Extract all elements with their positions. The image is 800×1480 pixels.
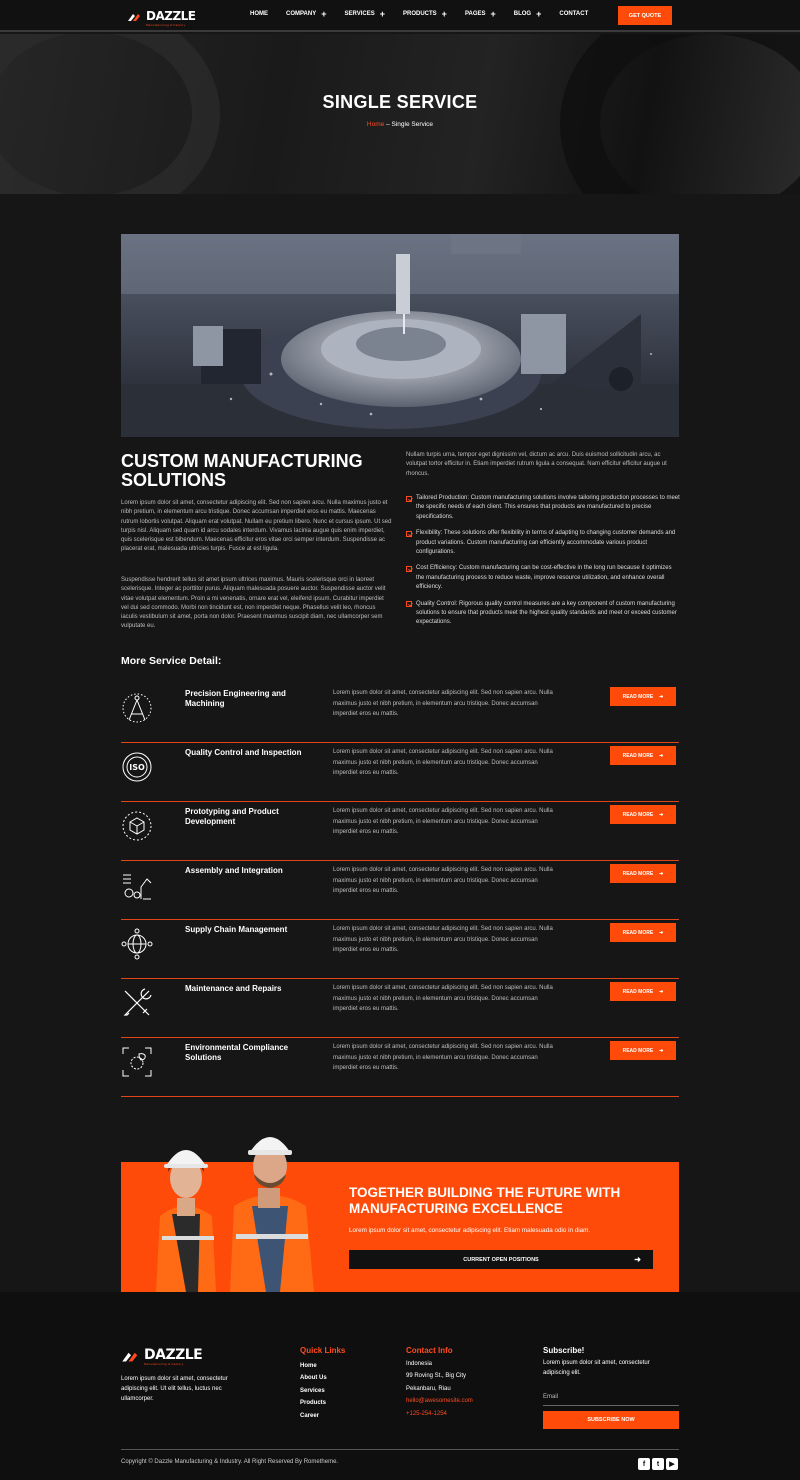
contact-country: Indonesia xyxy=(406,1361,433,1367)
arrow-right-icon: ➜ xyxy=(659,811,664,818)
arrow-right-icon: ➜ xyxy=(659,870,664,877)
service-description: Lorem ipsum dolor sit amet, consectetur adipiscing elit. Sed non sapien arcu. Nulla maximus justo et nibh pretium, in elementum arcu tristique. Donec accumsan imperdiet eros eu mattis. xyxy=(333,690,553,717)
youtube-icon[interactable]: ▶ xyxy=(666,1458,678,1470)
plus-icon: + xyxy=(321,9,327,19)
read-more-label: READ MORE xyxy=(622,929,654,936)
checklist-text: Flexibility: These solutions offer flexibility in terms of adapting to changing customer demands and product variations. Custom manufacturing can efficiently accommodate various product configurations. xyxy=(416,530,676,556)
copyright-text: Copyright © Dazzle Manufacturing & Industry. All Right Reserved By Rometheme. xyxy=(121,1459,339,1465)
checklist-text: Quality Control: Rigorous quality control measures are a key component of custom manufacturing solutions to ensure that products meet the highest quality standards and meet or exceed customer expectations. xyxy=(416,600,677,626)
logo-subtext: Manufacturing & Factory xyxy=(144,1362,184,1366)
checkbox-icon xyxy=(406,566,412,572)
checklist-text: Cost Efficiency: Custom manufacturing can be cost-effective in the long run because it optimizes the manufacturing process to reduce waste, improve resource utilization, and enhance overall efficiency. xyxy=(416,565,672,591)
arrow-right-icon: ➜ xyxy=(659,1047,664,1054)
nav-products-label: PRODUCTS xyxy=(403,11,437,17)
nav-home[interactable] xyxy=(250,11,268,17)
checklist-item xyxy=(406,600,680,628)
service-name: Supply Chain Management xyxy=(185,925,288,934)
service-row xyxy=(121,979,679,1038)
read-more-button[interactable] xyxy=(610,687,676,706)
open-positions-label: CURRENT OPEN POSITIONS xyxy=(463,1256,539,1263)
breadcrumb-current: Single Service xyxy=(391,121,434,128)
read-more-button[interactable] xyxy=(610,805,676,824)
service-row xyxy=(121,1038,679,1097)
content-paragraph: Suspendisse hendrerit tellus sit amet ipsum ultrices maximus. Mauris scelerisque orci in laoreet scelerisque. Integer ac porttitor purus. Aliquam malesuada posuere auctor. Suspendisse auctor velit vitae volutpat elementum. Proin a mi venenatis, ornare erat vel, eleifend ipsum. Curabitur imperdiet vel dui sed commodo. Morbi non tincidunt est, non imperdiet neque. Phasellus velit leo, rhoncus iaculis vestibulum sit amet, porta non dolor. Praesent maximus suscipit diam, nec ullamcorper sem vulputate eu. xyxy=(121,577,386,630)
service-row xyxy=(121,861,679,920)
nav-blog[interactable] xyxy=(514,11,542,17)
service-row xyxy=(121,743,679,802)
robot-arm-icon xyxy=(121,869,153,901)
arrow-right-icon: ➜ xyxy=(659,752,664,759)
service-name: Precision Engineering and Machining xyxy=(185,689,286,708)
read-more-label: READ MORE xyxy=(622,1047,654,1054)
logo-text: DAZZLE xyxy=(146,9,196,23)
nav-services[interactable] xyxy=(345,11,386,17)
nav-products[interactable] xyxy=(403,11,447,17)
service-row xyxy=(121,920,679,979)
logo-subtext: Manufacturing & Factory xyxy=(146,23,186,27)
get-quote-button[interactable]: GET QUOTE xyxy=(618,6,672,25)
arrow-right-icon: ➜ xyxy=(659,929,664,936)
nav-contact-label: CONTACT xyxy=(559,11,589,17)
arrow-right-icon: ➜ xyxy=(659,693,664,700)
compass-icon xyxy=(121,692,153,724)
footer xyxy=(0,1292,800,1480)
plus-icon: + xyxy=(379,9,385,19)
footer-link-about[interactable]: About Us xyxy=(300,1375,327,1382)
quick-links xyxy=(300,1360,327,1422)
contact-phone-link[interactable]: +125-254-1254 xyxy=(406,1410,447,1417)
read-more-label: READ MORE xyxy=(622,693,654,700)
logo-mark-icon xyxy=(121,1349,141,1364)
service-row xyxy=(121,684,679,743)
nav-contact[interactable] xyxy=(559,11,588,17)
nav-pages-label: PAGES xyxy=(464,11,486,17)
footer-link-services[interactable]: Services xyxy=(300,1387,325,1394)
hero-background-shape xyxy=(560,34,800,194)
cnc-machining-illustration xyxy=(121,234,679,437)
wrench-screwdriver-icon xyxy=(121,987,153,1019)
globe-network-icon xyxy=(121,928,153,960)
breadcrumb-home-link[interactable]: Home xyxy=(366,121,385,128)
logo-text: DAZZLE xyxy=(144,1347,203,1363)
service-name: Assembly and Integration xyxy=(185,866,283,875)
arrow-right-icon: ➜ xyxy=(634,1255,641,1264)
read-more-label: READ MORE xyxy=(622,870,654,877)
checklist-text: Tailored Production: Custom manufacturing solutions involve tailoring production processes to meet the specific needs of each client. This ensures that products are manufactured to precise specifications. xyxy=(416,495,680,520)
nav-home-label: HOME xyxy=(250,11,268,17)
contact-title: Contact Info xyxy=(406,1346,453,1355)
checklist-item xyxy=(406,494,680,522)
nav-services-label: SERVICES xyxy=(344,11,375,17)
service-description: Lorem ipsum dolor sit amet, consectetur adipiscing elit. Sed non sapien arcu. Nulla maximus justo et nibh pretium, in elementum arcu tristique. Donec accumsan imperdiet eros eu mattis. xyxy=(333,808,553,835)
logo-mark-icon xyxy=(127,11,143,23)
arrow-right-icon: ➜ xyxy=(659,988,664,995)
page-hero xyxy=(0,34,800,194)
nav-company[interactable] xyxy=(286,11,327,17)
twitter-icon[interactable]: t xyxy=(652,1458,664,1470)
plus-icon: + xyxy=(441,9,447,19)
cta-text: Lorem ipsum dolor sit amet, consectetur adipiscing elit. Etiam malesuada odio in diam. xyxy=(349,1227,591,1234)
subscribe-title: Subscribe! xyxy=(543,1346,585,1355)
service-description: Lorem ipsum dolor sit amet, consectetur adipiscing elit. Sed non sapien arcu. Nulla maximus justo et nibh pretium, in elementum arcu tristique. Donec accumsan imperdiet eros eu mattis. xyxy=(333,867,553,894)
contact-info xyxy=(406,1358,473,1420)
breadcrumb xyxy=(0,121,800,128)
nav-blog-label: BLOG xyxy=(513,11,532,17)
breadcrumb-separator: – xyxy=(384,121,392,128)
checkbox-icon xyxy=(406,496,412,502)
subscribe-text: Lorem ipsum dolor sit amet, consectetur adipiscing elit. xyxy=(543,1360,650,1376)
cta-title: TOGETHER BUILDING THE FUTURE WITH MANUFACTURING EXCELLENCE xyxy=(349,1185,621,1216)
service-row xyxy=(121,802,679,861)
service-name: Environmental Compliance Solutions xyxy=(185,1043,289,1062)
nav-company-label: COMPANY xyxy=(286,11,317,17)
footer-logo[interactable] xyxy=(121,1346,202,1366)
service-description: Lorem ipsum dolor sit amet, consectetur adipiscing elit. Sed non sapien arcu. Nulla maximus justo et nibh pretium, in elementum arcu tristique. Donec accumsan imperdiet eros eu mattis. xyxy=(333,1044,553,1071)
email-input[interactable]: Email xyxy=(543,1389,679,1406)
footer-divider xyxy=(121,1449,679,1450)
plus-icon: + xyxy=(490,9,496,19)
service-name: Quality Control and Inspection xyxy=(185,748,302,757)
read-more-label: READ MORE xyxy=(622,752,654,759)
checkbox-icon xyxy=(406,601,412,607)
checkbox-icon xyxy=(406,531,412,537)
footer-link-career[interactable]: Career xyxy=(300,1412,320,1419)
workers-illustration xyxy=(150,1126,320,1292)
checklist-item xyxy=(406,529,680,557)
contact-email-link[interactable]: hello@awesomesite.com xyxy=(406,1398,473,1405)
plus-icon: + xyxy=(536,9,542,19)
read-more-button[interactable] xyxy=(610,864,676,883)
content-title: CUSTOM MANUFACTURING SOLUTIONS xyxy=(121,451,363,490)
service-description: Lorem ipsum dolor sit amet, consectetur adipiscing elit. Sed non sapien arcu. Nulla maximus justo et nibh pretium, in elementum arcu tristique. Donec accumsan imperdiet eros eu mattis. xyxy=(333,749,553,776)
footer-link-products[interactable]: Products xyxy=(300,1400,327,1407)
facebook-icon[interactable]: f xyxy=(638,1458,650,1470)
nav-pages[interactable] xyxy=(465,11,496,17)
service-description: Lorem ipsum dolor sit amet, consectetur adipiscing elit. Sed non sapien arcu. Nulla maximus justo et nibh pretium, in elementum arcu tristique. Donec accumsan imperdiet eros eu mattis. xyxy=(333,985,553,1012)
services-title: More Service Detail: xyxy=(121,655,222,667)
subscribe-button[interactable]: SUBSCRIBE NOW xyxy=(543,1411,679,1429)
footer-link-home[interactable]: Home xyxy=(300,1363,317,1369)
content-intro: Nullam turpis urna, tempor eget dignissim vel, dictum ac arcu. Duis euismod sollicitudin arcu, ac volutpat tortor efficitur in. Etiam imperdiet rutrum ligula a consequat. Nam efficitur efficitur augue ut rhoncus. xyxy=(406,452,667,477)
feature-checklist xyxy=(406,494,680,635)
read-more-button[interactable] xyxy=(610,746,676,765)
content-paragraph: Lorem ipsum dolor sit amet, consectetur adipiscing elit. Sed non sapien arcu. Nulla maximus justo et nibh pretium, in elementum arcu tristique. Donec accumsan imperdiet eros eu mattis. Maecenas rutrum lobortis volutpat. Aliquam erat volutpat. Nullam eu pretium libero. Nunc et cursus ipsum. Ut sed turpis nisl. Aliquam sed quam id arcu sodales interdum. Vivamus lacinia augue quis enim imperdiet, quis scelerisque est bibendum. Maecenas efficitur eros vitae orci semper interdum. Suspendisse ac placerat erat, malesuada ultricies turpis. Fusce at est ligula. xyxy=(121,500,392,553)
iso-icon xyxy=(121,751,153,783)
svg-text:ISO: ISO xyxy=(129,763,145,772)
contact-address: 99 Roving St., Big City xyxy=(406,1373,467,1380)
hero-background-shape xyxy=(0,34,220,194)
open-positions-button[interactable] xyxy=(349,1250,653,1269)
quick-links-title: Quick Links xyxy=(300,1346,346,1355)
checklist-item xyxy=(406,564,680,592)
eco-gear-icon xyxy=(121,1046,153,1078)
prototype-cube-icon xyxy=(121,810,153,842)
read-more-button[interactable] xyxy=(610,923,676,942)
read-more-label: READ MORE xyxy=(622,811,654,818)
footer-about: Lorem ipsum dolor sit amet, consectetur adipiscing elit. Ut elit tellus, luctus nec ullamcorper. xyxy=(121,1376,228,1402)
read-more-button[interactable] xyxy=(610,1041,676,1060)
read-more-label: READ MORE xyxy=(622,988,654,995)
service-image xyxy=(121,234,679,437)
main-nav xyxy=(250,11,606,17)
read-more-button[interactable] xyxy=(610,982,676,1001)
service-name: Maintenance and Repairs xyxy=(185,984,282,993)
service-description: Lorem ipsum dolor sit amet, consectetur adipiscing elit. Sed non sapien arcu. Nulla maximus justo et nibh pretium, in elementum arcu tristique. Donec accumsan imperdiet eros eu mattis. xyxy=(333,926,553,953)
page-title: SINGLE SERVICE xyxy=(322,92,478,112)
service-name: Prototyping and Product Development xyxy=(185,807,279,826)
logo[interactable] xyxy=(127,7,196,27)
contact-city: Pekanbaru, Riau xyxy=(406,1385,451,1392)
